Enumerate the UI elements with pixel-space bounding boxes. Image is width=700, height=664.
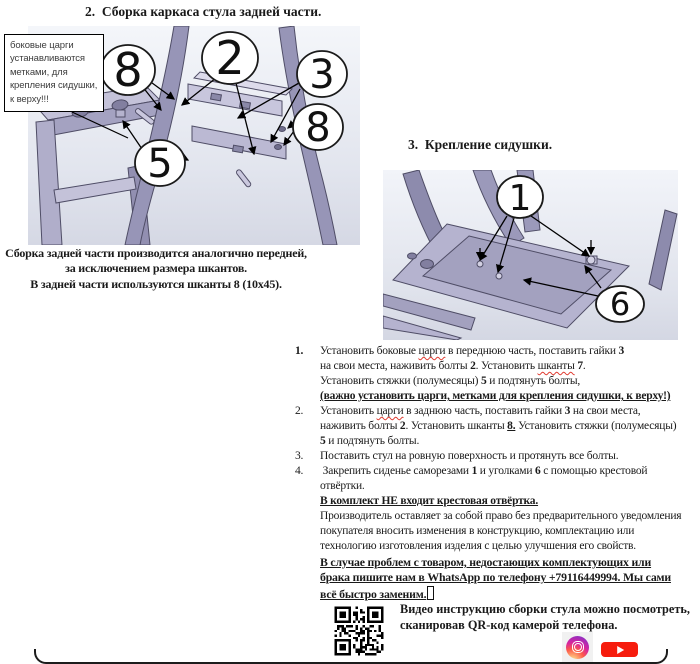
seat-attachment-diagram <box>383 170 678 340</box>
note-line: к верху!!! <box>10 93 49 105</box>
caption-line: Сборка задней части производится аналогично передней, <box>5 246 307 260</box>
step-item <box>295 464 681 554</box>
callout-3: 3 <box>309 52 335 98</box>
note-line: метками, для <box>10 66 68 78</box>
callout-8b: 8 <box>305 105 331 151</box>
note-line: устанавливаются <box>10 53 85 65</box>
callout-1: 1 <box>508 178 532 219</box>
step-item <box>295 344 681 404</box>
callout-6: 6 <box>609 285 631 323</box>
warning-line: В случае проблем с товаром, недостающих комплектующих или <box>320 555 652 569</box>
assembly-steps <box>295 344 681 554</box>
text-cursor-box <box>427 586 434 600</box>
step-text: Установить боковые царги в переднюю часть, поставить гайки 3 на свои места, наживить болты 2. Установить шканты 7. Установить стяжки (полумесяцы) 5 и подтянуть болты, (важно установить царги, метками для крепления сидушки, к верху!) <box>320 345 671 402</box>
step-number: 4. <box>295 465 304 477</box>
video-text-line: Видео инструкцию сборки стула можно посмотреть, <box>400 602 690 616</box>
contact-warning <box>320 555 671 601</box>
note-line: боковые царги <box>10 40 74 51</box>
step-text: Установить царги в заднюю часть, поставить гайки 3 на свои места, наживить болты 2. Установить шканты 8. Установить стяжки (полумесяцы) 5 и подтянуть болты. <box>320 405 677 447</box>
note-box <box>4 34 104 112</box>
caption-line: за исключением размера шкантов. <box>65 261 247 276</box>
warning-line: всё быстро заменим. <box>320 586 671 601</box>
instagram-icon <box>562 632 593 662</box>
step-item <box>295 404 681 449</box>
note-line: крепления сидушки, <box>10 80 98 92</box>
warning-line: брака пишите нам в WhatsApp по телефону +79116449994. Мы сами <box>320 570 671 585</box>
instagram-camera-glyph <box>566 636 589 659</box>
caption-line: В задней части используются шканты 8 (10x45). <box>30 276 282 291</box>
step-item <box>295 449 681 464</box>
step-number: 3. <box>295 450 304 462</box>
step-text: Поставить стул на ровную поверхность и протянуть все болты. <box>320 450 619 462</box>
video-instruction-text <box>400 601 690 633</box>
callout-2: 2 <box>215 31 245 85</box>
step-number: 1. <box>295 345 304 357</box>
callout-8a: 8 <box>113 43 143 97</box>
step-number: 2. <box>295 405 304 417</box>
step-text: Закрепить сиденье саморезами 1 и уголками 6 с помощью крестовой отвёртки. В комплект НЕ входит крестовая отвёртка. Производитель оставляет за собой право без предварительного уведомления покупателя вносить изменения в конструкцию, комплектацию или технологию изготовления изделия с целью улучшения его свойств. <box>320 465 682 552</box>
section3-heading: 3. Крепление сидушки. <box>408 137 553 152</box>
video-text-line: сканировав QR-код камерой телефона. <box>400 618 618 632</box>
section2-heading: 2. Сборка каркаса стула задней части. <box>85 4 322 19</box>
callout-5: 5 <box>147 141 173 187</box>
back-frame-caption <box>0 246 312 292</box>
youtube-icon <box>601 642 638 657</box>
